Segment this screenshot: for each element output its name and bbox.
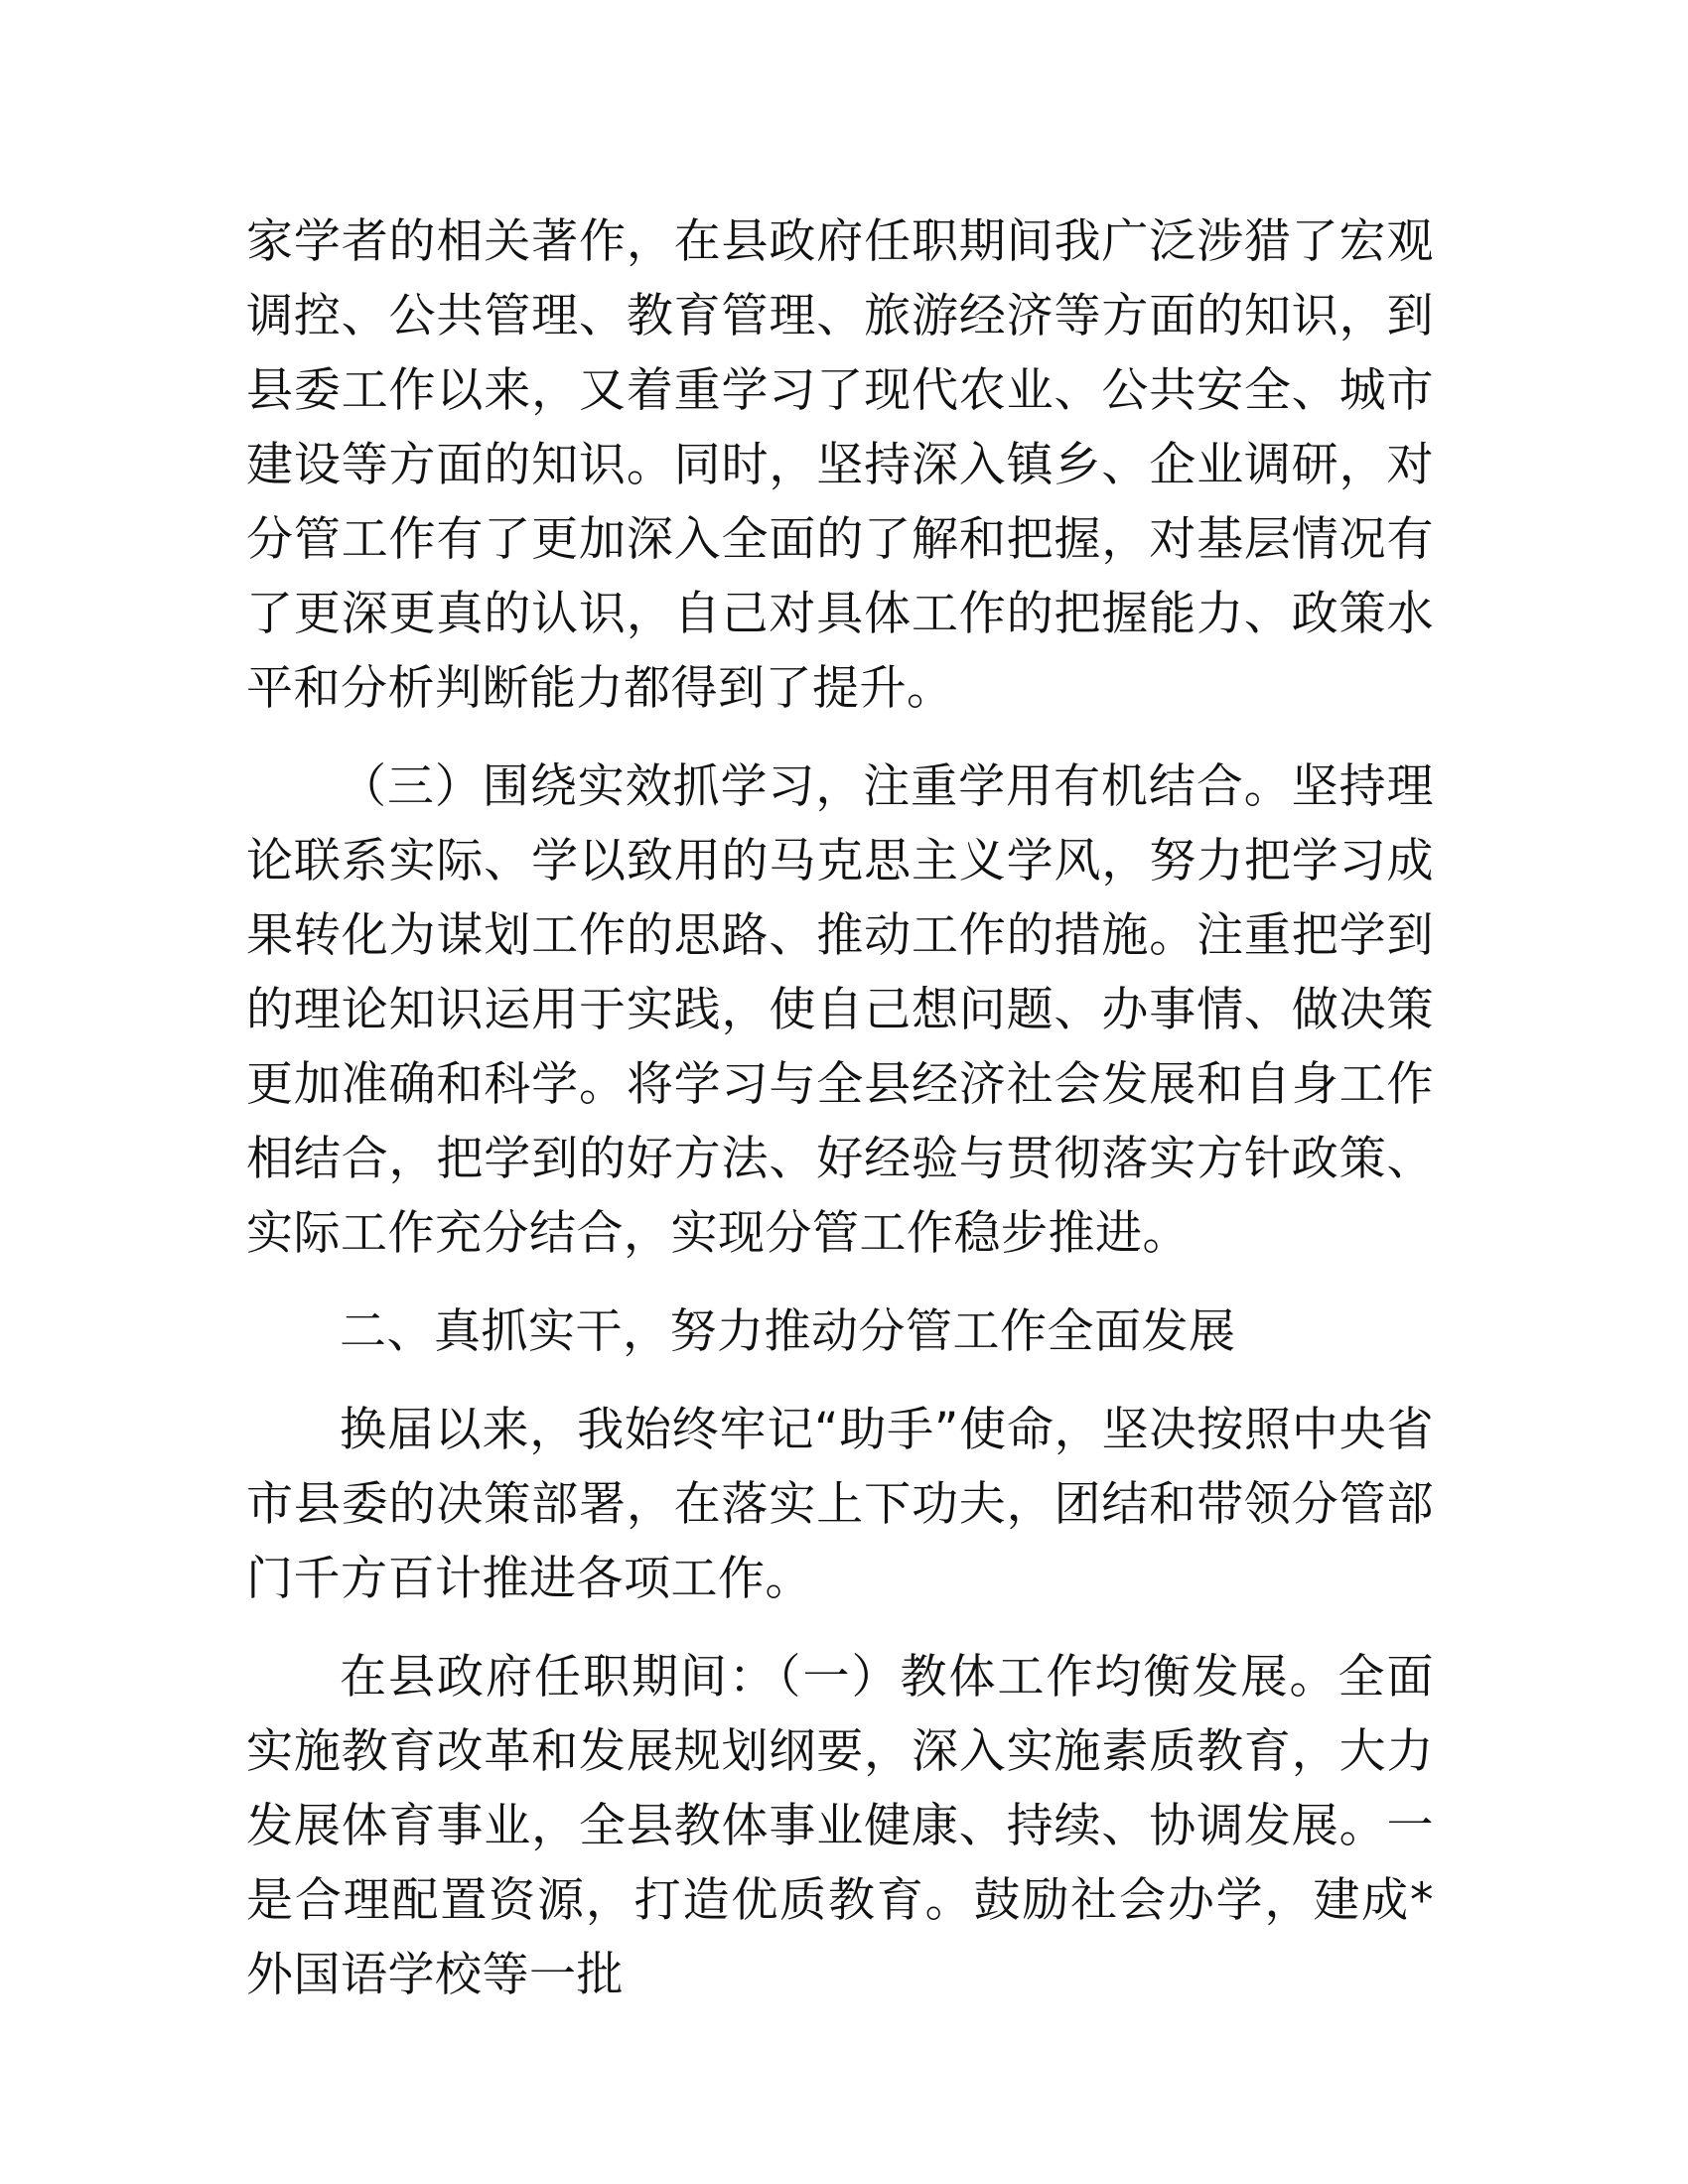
document-body	[246, 205, 1434, 2036]
paragraph-study-application: （三）围绕实效抓学习，注重学用有机结合。坚持理论联系实际、学以致用的马克思主义学风，努力把学习成果转化为谋划工作的思路、推动工作的措施。注重把学到的理论知识运用于实践，使自己想问题、办事情、做决策更加准确和科学。将学习与全县经济社会发展和自身工作相结合，把学到的好方法、好经验与贯彻落实方针政策、实际工作充分结合，实现分管工作稳步推进。	[246, 759, 1434, 1261]
paragraph-continued-study: 家学者的相关著作，在县政府任职期间我广泛涉猎了宏观调控、公共管理、教育管理、旅游经济等方面的知识，到县委工作以来，又着重学习了现代农业、公共安全、城市建设等方面的知识。同时，坚持深入镇乡、企业调研，对分管工作有了更加深入全面的了解和把握，对基层情况有了更深更真的认识，自己对具体工作的把握能力、政策水平和分析判断能力都得到了提升。	[246, 214, 1434, 716]
section-heading-two: 二、真抓实干，努力推动分管工作全面发展	[340, 1304, 1236, 1359]
paragraph-since-election: 换届以来，我始终牢记“助手”使命，坚决按照中央省市县委的决策部署，在落实上下功夫，团结和带领分管部门千方百计推进各项工作。	[246, 1403, 1434, 1606]
paragraph-education-sports: 在县政府任职期间：（一）教体工作均衡发展。全面实施教育改革和发展规划纲要，深入实施素质教育，大力发展体育事业，全县教体事业健康、持续、协调发展。一是合理配置资源，打造优质教育。鼓励社会办学，建成*外国语学校等一批	[246, 1650, 1434, 2002]
